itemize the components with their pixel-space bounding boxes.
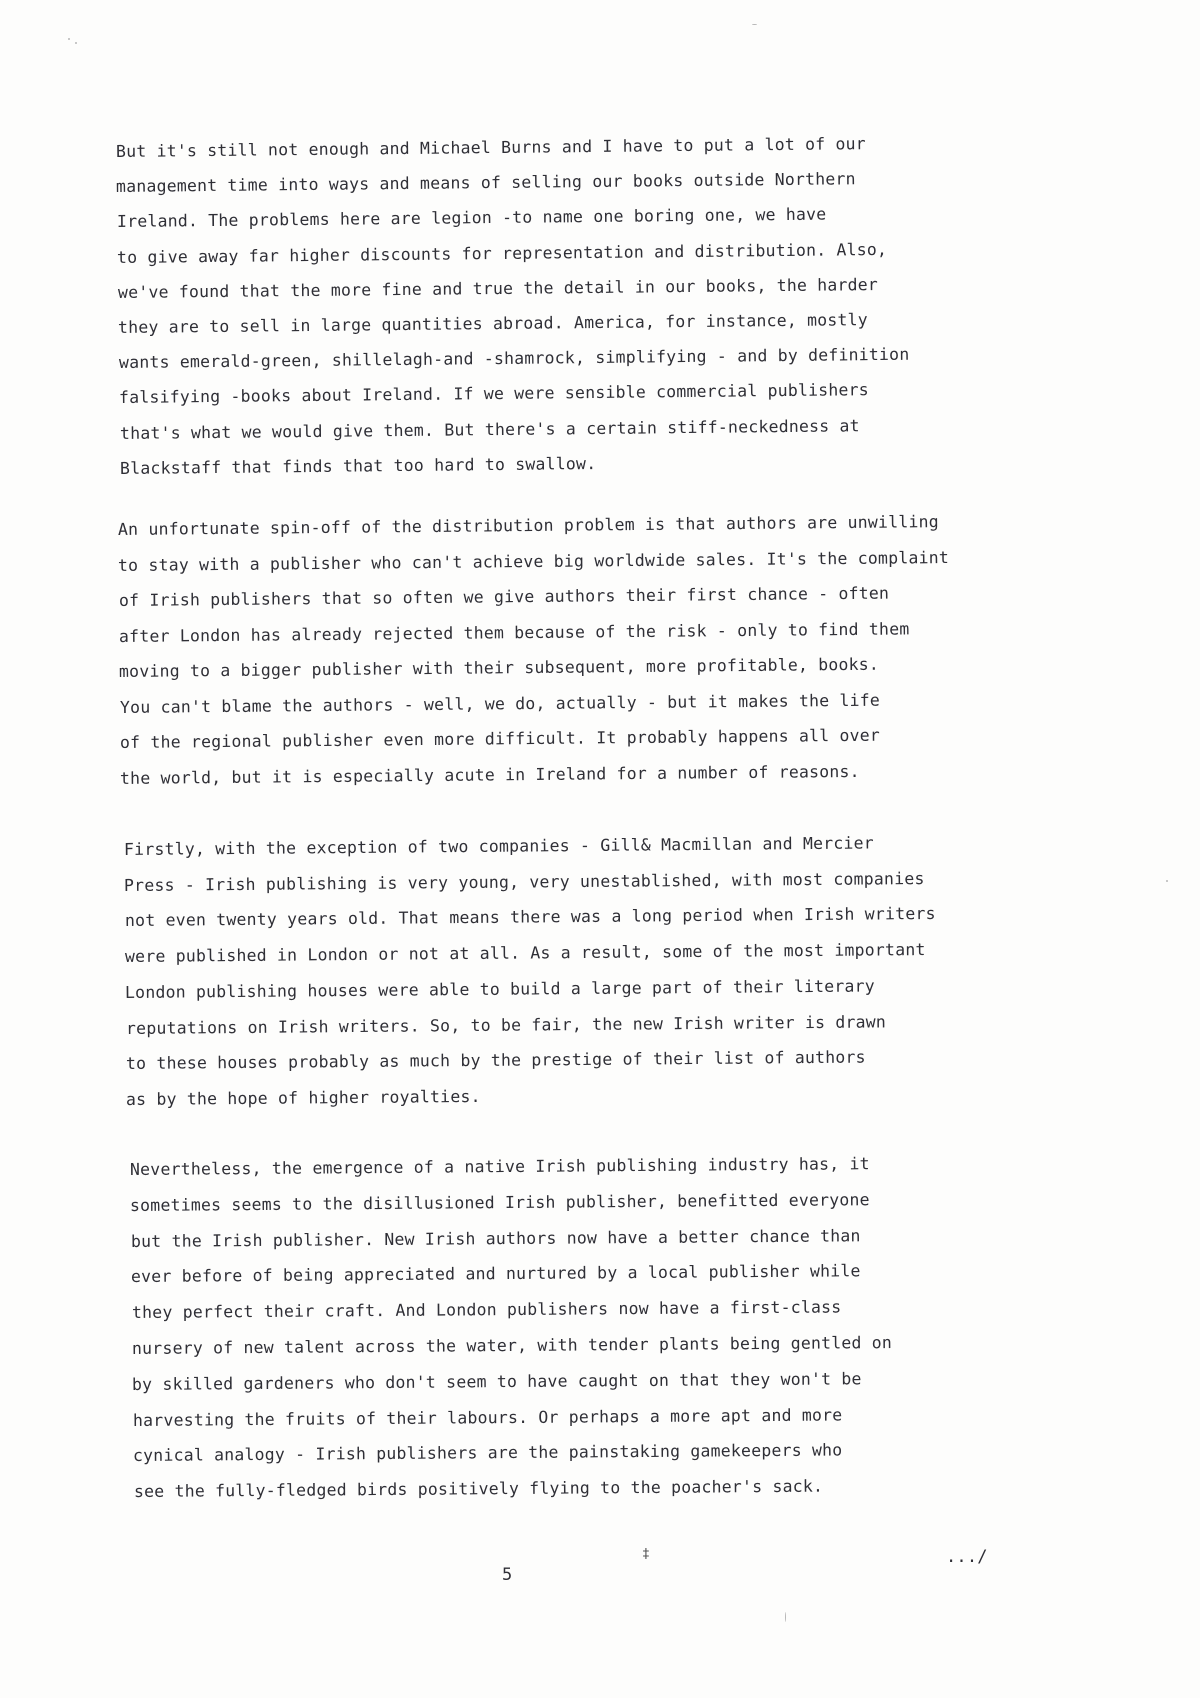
continuation-mark: .../: [946, 1547, 988, 1567]
text-line: harvesting the fruits of their labours. Or perhaps a more apt and more: [132, 1405, 843, 1430]
text-line: to give away far higher discounts for representation and distribution. Also,: [117, 239, 888, 267]
text-line: But it's still not enough and Michael Burns and I have to put a lot of our: [115, 134, 866, 161]
text-line: management time into ways and means of selling our books outside Northern: [116, 169, 857, 197]
text-line: of Irish publishers that so often we give authors their first chance - often: [118, 583, 889, 610]
text-line: after London has already rejected them because of the risk - only to find them: [118, 618, 910, 646]
text-line: but the Irish publisher. New Irish authors now have a better chance than: [130, 1225, 861, 1251]
text-line: the world, but it is especially acute in Ireland for a number of reasons.: [120, 761, 861, 788]
text-line: nursery of new talent across the water, with tender plants being gentled on: [131, 1333, 893, 1358]
scan-speck: [1166, 880, 1168, 882]
text-line: sometimes seems to the disillusioned Irish publisher, benefitted everyone: [130, 1189, 871, 1215]
text-line: Press - Irish publishing is very young, very unestablished, with most companies: [124, 868, 925, 895]
text-line: wants emerald-green, shillelagh-and -shamrock, simplifying - and by definition: [118, 344, 910, 373]
scan-speck: [785, 1612, 786, 1622]
text-line: they are to sell in large quantities abroad. America, for instance, mostly: [118, 310, 869, 337]
text-line: You can't blame the authors - well, we do, actually - but it makes the life: [119, 690, 880, 717]
text-line: An unfortunate spin-off of the distribution problem is that authors are unwilling: [117, 512, 939, 539]
text-line: of the regional publisher even more difficult. It probably happens all over: [120, 725, 881, 752]
text-line: moving to a bigger publisher with their subsequent, more profitable, books.: [119, 654, 880, 681]
text-line: by skilled gardeners who don't seem to have caught on that they won't be: [132, 1369, 863, 1394]
text-line: ever before of being appreciated and nurtured by a local publisher while: [131, 1261, 861, 1287]
text-line: to these houses probably as much by the prestige of their list of authors: [125, 1047, 866, 1074]
text-line: Ireland. The problems here are legion -to name one boring one, we have: [116, 204, 827, 232]
text-line: Nevertheless, the emergence of a native Irish publishing industry has, it: [129, 1154, 870, 1179]
pencil-tick-mark: ‡: [642, 1547, 651, 1562]
text-line: were published in London or not at all. As a result, some of the most important: [124, 940, 926, 967]
text-line: falsifying -books about Ireland. If we were sensible commercial publishers: [119, 380, 870, 408]
text-line: they perfect their craft. And London publishers now have a first-class: [131, 1297, 842, 1323]
text-line: as by the hope of higher royalties.: [126, 1086, 481, 1109]
text-line: see the fully-fledged birds positively flying to the poacher's sack.: [133, 1476, 823, 1502]
text-line: Firstly, with the exception of two companies - Gill& Macmillan and Mercier: [123, 833, 874, 859]
text-line: London publishing houses were able to build a large part of their literary: [125, 976, 876, 1002]
page-number: 5: [502, 1565, 513, 1585]
scan-speck: [752, 24, 757, 25]
text-line: not even twenty years old. That means there was a long period when Irish writers: [124, 904, 936, 931]
scan-speck: [68, 38, 70, 40]
text-line: that's what we would give them. But there's a certain stiff-neckedness at: [119, 415, 860, 443]
text-line: Blackstaff that finds that too hard to swallow.: [119, 453, 597, 478]
text-line: to stay with a publisher who can't achieve big worldwide sales. It's the complaint: [118, 547, 950, 575]
text-line: reputations on Irish writers. So, to be fair, the new Irish writer is drawn: [125, 1011, 886, 1038]
text-line: cynical analogy - Irish publishers are the painstaking gamekeepers who: [133, 1440, 843, 1466]
text-line: we've found that the more fine and true the detail in our books, the harder: [117, 274, 878, 302]
scan-speck: [75, 42, 77, 44]
